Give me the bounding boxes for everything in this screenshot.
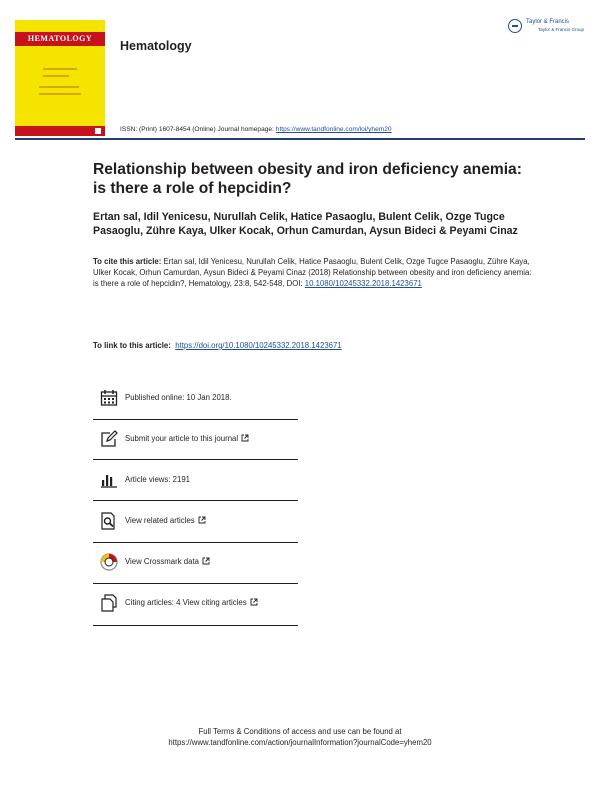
copy-icon <box>100 594 118 612</box>
article-title: Relationship between obesity and iron deficiency anemia: is there a role of hepcidin? <box>93 161 522 197</box>
views-row <box>100 471 300 493</box>
article-authors: Ertan sal, Idil Yenicesu, Nurullah Celik, Hatice Pasaoglu, Bulent Celik, Ozge Tugce Pasaoglu, Zühre Kaya, Ulker Kocak, Orhun Camurdan, Aysun Bideci & Peyami Cinaz <box>93 211 518 237</box>
issn-line <box>120 126 392 133</box>
related-row[interactable] <box>100 512 300 534</box>
cover-title: HEMATOLOGY <box>27 34 93 43</box>
bar-chart-icon <box>100 471 118 489</box>
crossmark-link[interactable]: View Crossmark data <box>125 557 199 566</box>
info-divider <box>93 459 298 460</box>
external-link-icon <box>198 516 206 526</box>
calendar-icon <box>100 389 118 407</box>
footer-url[interactable]: https://www.tandfonline.com/action/journalInformation?journalCode=yhem20 <box>168 738 432 747</box>
publisher-group: Taylor & Francis Group <box>538 27 585 32</box>
external-link-icon <box>202 557 210 567</box>
published-row <box>100 389 300 411</box>
submit-row[interactable] <box>100 430 300 452</box>
citing-row[interactable] <box>100 594 300 616</box>
journal-name: Hematology <box>120 39 192 53</box>
crossmark-row[interactable] <box>100 553 300 575</box>
submit-article-link[interactable]: Submit your article to this journal <box>125 434 239 443</box>
publisher-logo <box>508 18 586 38</box>
info-divider <box>93 542 298 543</box>
article-doi-url[interactable]: https://doi.org/10.1080/10245332.2018.1423671 <box>175 341 342 350</box>
crossmark-icon <box>100 553 118 571</box>
published-date: Published online: 10 Jan 2018. <box>125 393 232 402</box>
info-divider <box>93 419 298 420</box>
journal-cover <box>15 20 105 136</box>
info-divider <box>93 500 298 501</box>
citation-text: Ertan sal, Idil Yenicesu, Nurullah Celik, Hatice Pasaoglu, Bulent Celik, Ozge Tugce Pasaoglu, Zühre Kaya, Ulker Kocak, Orhun Camurdan, Aysun Bideci & Peyami Cinaz (2018) Relationship between obesity and iron deficiency anemia: is there a role of hepcidin?, Hematology, 23:8, 542-548, DOI: <box>93 257 532 288</box>
header-divider <box>15 138 585 140</box>
external-link-icon <box>241 434 249 444</box>
article-link-line <box>93 341 533 351</box>
related-articles-link[interactable]: View related articles <box>125 516 195 525</box>
info-divider <box>93 583 298 584</box>
publisher-name: Taylor & Francis <box>526 19 570 25</box>
link-label: To link to this article: <box>93 341 171 350</box>
citation-label: To cite this article: <box>93 257 162 266</box>
article-views: Article views: 2191 <box>125 475 191 484</box>
journal-homepage-link[interactable]: https://www.tandfonline.com/loi/yhem20 <box>275 126 392 133</box>
info-divider <box>93 625 298 626</box>
doi-link[interactable]: 10.1080/10245332.2018.1423671 <box>304 278 422 288</box>
footer-terms: Full Terms & Conditions of access and use can be found at <box>198 727 402 736</box>
edit-icon <box>100 430 118 448</box>
footer <box>0 726 600 748</box>
citing-articles-link[interactable]: Citing articles: 4 View citing articles <box>125 598 247 607</box>
search-document-icon <box>100 512 118 530</box>
citation-block <box>93 257 533 289</box>
external-link-icon <box>250 598 258 608</box>
issn-text: ISSN: (Print) 1607-8454 (Online) Journal homepage: <box>120 126 276 133</box>
